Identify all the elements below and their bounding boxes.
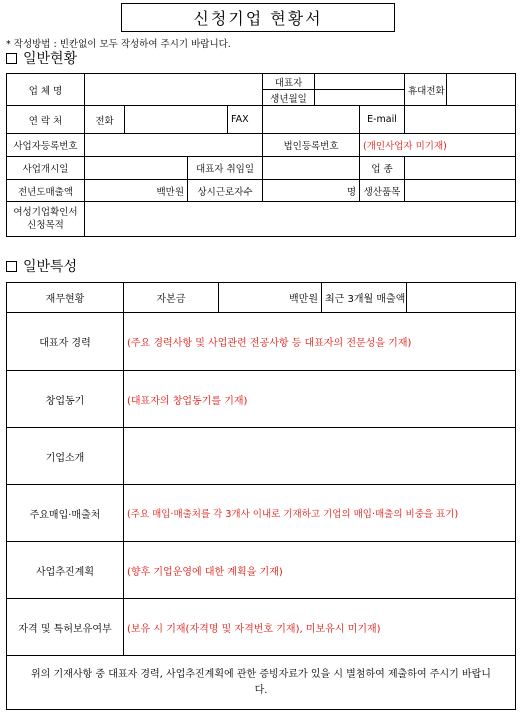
products-label: 생산품목 (360, 180, 405, 202)
cert-hint[interactable]: (보유 시 기재(자격명 및 자격번호 기재), 미보유시 미기재) (124, 599, 516, 656)
section-traits-title: 일반특성 (23, 259, 78, 275)
company-name-label: 업 체 명 (7, 74, 85, 106)
section-general-heading (6, 48, 77, 68)
ceo-start-label: 대표자 취임일 (188, 157, 263, 180)
ceo-field[interactable] (315, 74, 405, 90)
prev-sales-label: 전년도매출액 (7, 180, 85, 202)
employees-unit[interactable]: 명 (263, 180, 360, 202)
capital-label: 자본금 (124, 283, 219, 313)
intro-field[interactable] (124, 428, 516, 485)
cert-label: 자격 및 특허보유여부 (7, 599, 124, 656)
industry-field[interactable] (405, 157, 516, 180)
phone-field[interactable] (125, 106, 228, 134)
fax-label: FAX (228, 106, 263, 134)
phone-label: 전화 (85, 106, 125, 134)
square-bullet-icon (6, 261, 17, 272)
birth-field[interactable] (315, 90, 405, 106)
footer-note: 위의 기재사항 중 대표자 경력, 사업추진계획에 관한 증빙자료가 있을 시 별첨하여 제출하여 주시기 바랍니다. (7, 656, 516, 710)
company-name-field[interactable] (85, 74, 263, 106)
recent-sales-field[interactable] (407, 283, 516, 313)
mobile-field[interactable] (447, 74, 516, 106)
purpose-label: 여성기업확인서 신청목적 (7, 202, 85, 237)
plan-hint[interactable]: (향후 기업운영에 대한 계획을 기재) (124, 542, 516, 599)
birth-label: 생년월일 (263, 90, 315, 106)
section-traits-heading (6, 256, 77, 276)
corp-reg-no-hint[interactable]: (개인사업자 미기재) (360, 134, 516, 157)
trade-label: 주요매입·매출처 (7, 485, 124, 542)
start-date-field[interactable] (85, 157, 188, 180)
motive-hint[interactable]: (대표자의 창업동기를 기재) (124, 371, 516, 428)
trade-hint[interactable]: (주요 매입·매출처를 각 3개사 이내로 기재하고 기업의 매입·매출의 비중을 표기) (124, 485, 516, 542)
traits-table (6, 282, 516, 710)
mobile-label: 휴대전화 (405, 74, 447, 106)
capital-unit[interactable]: 백만원 (219, 283, 322, 313)
biz-reg-no-label: 사업자등록번호 (7, 134, 85, 157)
industry-label: 업 종 (360, 157, 405, 180)
intro-label: 기업소개 (7, 428, 124, 485)
fax-field[interactable] (263, 106, 360, 134)
section-general-title: 일반현황 (23, 51, 78, 67)
plan-label: 사업추진계획 (7, 542, 124, 599)
corp-reg-no-label: 법인등록번호 (263, 134, 360, 157)
products-field[interactable] (405, 180, 516, 202)
square-bullet-icon (6, 53, 17, 64)
recent-sales-label: 최근 3개월 매출액 (322, 283, 407, 313)
email-label: E-mail (360, 106, 405, 134)
prev-sales-unit[interactable]: 백만원 (85, 180, 188, 202)
contact-label: 연 락 처 (7, 106, 85, 134)
employees-label: 상시근로자수 (188, 180, 263, 202)
general-info-table (6, 73, 516, 237)
career-hint[interactable]: (주요 경력사항 및 사업관련 전공사항 등 대표자의 전문성을 기재) (124, 313, 516, 371)
instruction-note: * 작성방법 : 빈칸없이 모두 작성하여 주시기 바랍니다. (6, 39, 231, 50)
ceo-label: 대표자 (263, 74, 315, 90)
finance-label: 재무현황 (7, 283, 124, 313)
document-title: 신청기업 현황서 (121, 3, 395, 32)
career-label: 대표자 경력 (7, 313, 124, 371)
biz-reg-no-field[interactable] (85, 134, 263, 157)
email-field[interactable] (405, 106, 516, 134)
purpose-field[interactable] (85, 202, 516, 237)
motive-label: 창업동기 (7, 371, 124, 428)
start-date-label: 사업개시일 (7, 157, 85, 180)
ceo-start-field[interactable] (263, 157, 360, 180)
